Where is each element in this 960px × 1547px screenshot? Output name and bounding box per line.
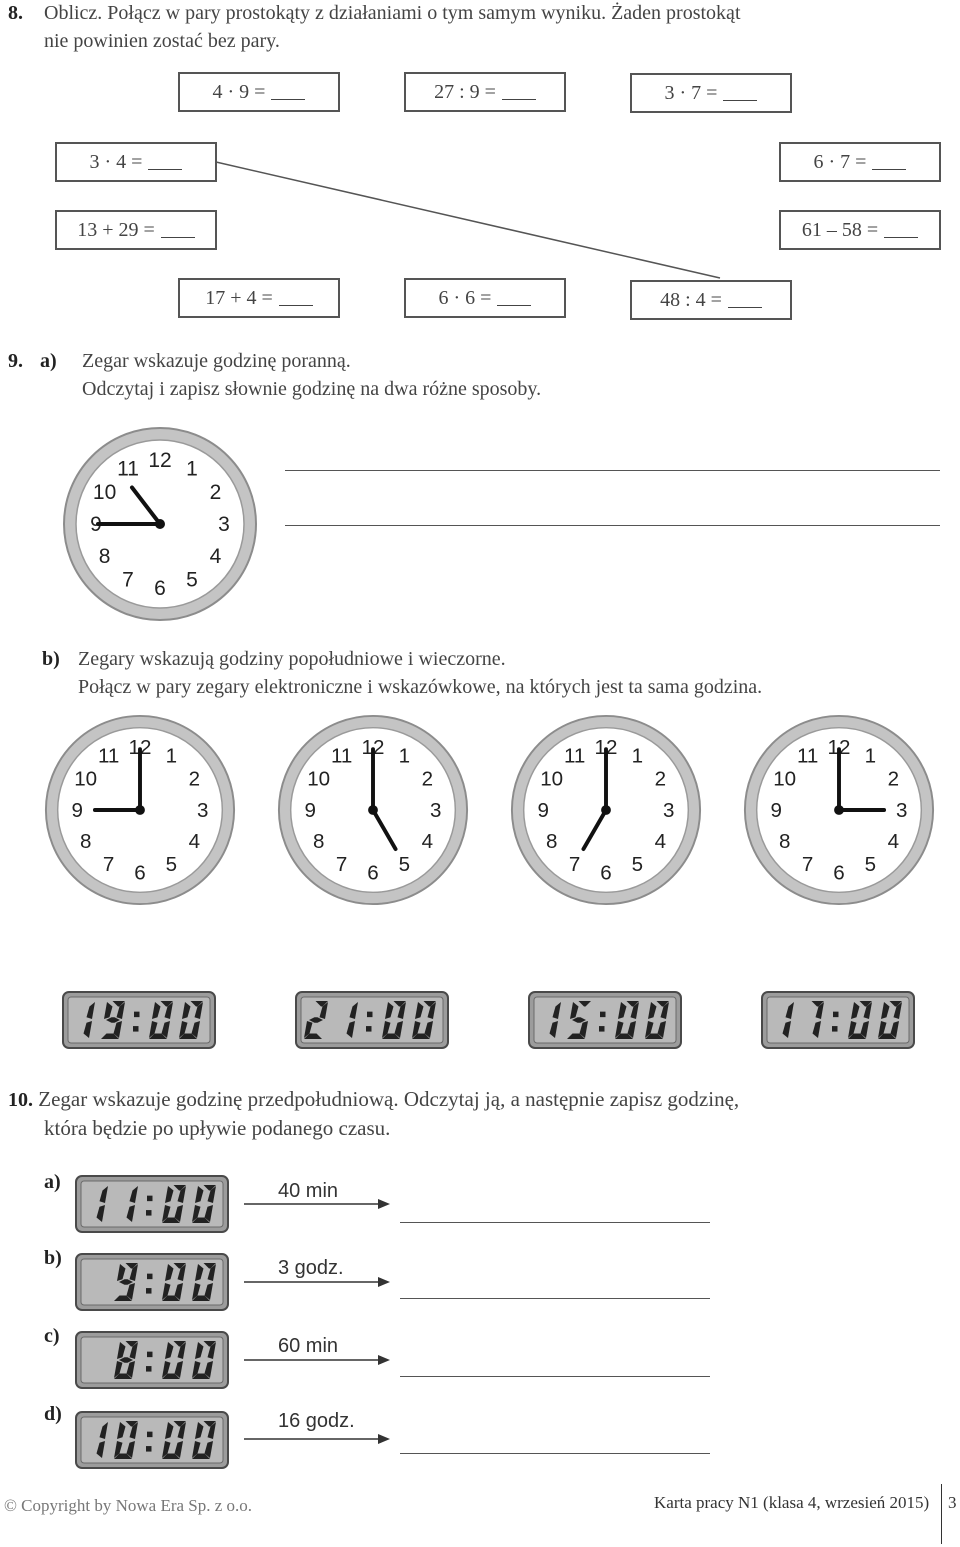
- clock-number: 2: [209, 481, 222, 504]
- task-8-number: 8.: [8, 2, 23, 24]
- clock-number: 8: [79, 830, 92, 854]
- clock-number: 1: [631, 744, 644, 768]
- duration-10b: 3 godz.: [278, 1257, 344, 1279]
- lcd-display: [75, 1175, 229, 1233]
- clock-center: [155, 519, 165, 529]
- footer-info: Karta pracy N1 (klasa 4, wrzesień 2015): [654, 1493, 930, 1512]
- answer-blank[interactable]: [279, 291, 313, 306]
- analog-clock-4: [741, 712, 937, 908]
- clock-number: 2: [887, 767, 900, 791]
- lcd-colon-dot: [366, 1026, 372, 1032]
- analog-clock-3: [508, 712, 704, 908]
- arrow-right-icon: [244, 1353, 392, 1367]
- duration-10c: 60 min: [278, 1335, 339, 1357]
- clock-number: 10: [307, 767, 331, 791]
- expression-text: 13 + 29 =: [77, 218, 155, 241]
- clock-number: 10: [773, 767, 797, 791]
- lcd-display: [75, 1253, 229, 1311]
- clock-number: 5: [864, 853, 877, 877]
- clock-number: 5: [165, 853, 178, 877]
- clock-center: [601, 805, 611, 815]
- task-10-line1: Zegar wskazuje godzinę przedpołudniową. Odczytaj ją, a następnie zapisz godzinę,: [38, 1087, 740, 1111]
- clock-number: 6: [833, 861, 845, 885]
- lcd-value-text: 21:00: [195, 891, 198, 892]
- lcd-display: [195, 891, 449, 1049]
- clock-center: [368, 805, 378, 815]
- answer-line-10a[interactable]: [400, 1222, 710, 1223]
- expression-box-1[interactable]: [178, 72, 340, 112]
- lcd-colon-dot: [599, 1026, 605, 1032]
- answer-blank[interactable]: [271, 85, 305, 100]
- clock-number: 4: [887, 830, 900, 854]
- clock-face: [42, 712, 238, 908]
- clock-number: 4: [421, 830, 434, 854]
- expression-box-6[interactable]: [55, 210, 217, 250]
- task-9-number: 9.: [8, 350, 23, 372]
- expression-text: 17 + 4 =: [205, 286, 273, 309]
- expression-box-10[interactable]: [630, 280, 792, 320]
- footer-page-number: 3: [948, 1493, 957, 1512]
- clock-number: 6: [134, 861, 146, 885]
- task-10-number: 10.: [8, 1089, 33, 1111]
- task-10c-label: c): [44, 1325, 60, 1347]
- clock-number: 10: [540, 767, 564, 791]
- answer-blank[interactable]: [161, 223, 195, 238]
- clock-number: 9: [537, 798, 550, 822]
- lcd-colon-dot: [833, 1012, 839, 1018]
- answer-blank[interactable]: [148, 155, 182, 170]
- clock-number: 8: [545, 830, 558, 854]
- lcd-colon-dot: [146, 1210, 152, 1216]
- answer-blank[interactable]: [872, 155, 906, 170]
- clock-number: 9: [304, 798, 317, 822]
- clock-face: [275, 712, 471, 908]
- expression-box-4[interactable]: [55, 142, 217, 182]
- clock-number: 11: [330, 744, 353, 768]
- lcd-colon-dot: [367, 1012, 373, 1018]
- clock-number: 5: [398, 853, 411, 877]
- clock-number: 7: [102, 853, 115, 877]
- clock-number: 6: [367, 861, 379, 885]
- clock-number: 3: [429, 798, 442, 822]
- clock-face: [508, 712, 704, 908]
- task-8-instruction-line1: Oblicz. Połącz w pary prostokąty z działaniami o tym samym wyniku. Żaden prostokąt: [44, 2, 741, 24]
- duration-10d: 16 godz.: [278, 1410, 355, 1432]
- analog-clock-2: [275, 712, 471, 908]
- clock-number: 3: [218, 513, 230, 536]
- answer-blank[interactable]: [884, 223, 918, 238]
- clock-number: 7: [335, 853, 348, 877]
- digital-clock-10a: [75, 1175, 229, 1233]
- footer-divider: [941, 1484, 942, 1544]
- answer-blank[interactable]: [502, 85, 536, 100]
- task-8-instruction-line2: nie powinien zostać bez pary.: [44, 30, 280, 52]
- answer-line-10b[interactable]: [400, 1298, 710, 1299]
- clock-number: 5: [186, 568, 198, 592]
- clock-number: 9: [770, 798, 783, 822]
- lcd-colon-dot: [146, 1288, 152, 1294]
- expression-text: 3 · 4 =: [89, 150, 143, 173]
- expression-box-8[interactable]: [178, 278, 340, 318]
- task-10b-label: b): [44, 1247, 62, 1269]
- arrow-right-icon: [244, 1275, 392, 1289]
- lcd-colon-dot: [147, 1432, 153, 1438]
- clock-face: [741, 712, 937, 908]
- expression-box-5[interactable]: [779, 142, 941, 182]
- task-9b-line1: Zegary wskazują godziny popołudniowe i wieczorne.: [78, 648, 506, 670]
- clock-number: 7: [801, 853, 814, 877]
- expression-box-3[interactable]: [630, 73, 792, 113]
- clock-number: 5: [631, 853, 644, 877]
- expression-box-2[interactable]: [404, 72, 566, 112]
- clock-number: 11: [796, 744, 819, 768]
- clock-number: 4: [654, 830, 667, 854]
- lcd-display: [62, 991, 216, 1049]
- clock-number: 11: [97, 744, 120, 768]
- expression-text: 3 · 7 =: [664, 81, 718, 104]
- clock-number: 11: [563, 744, 586, 768]
- task-10-line2: która będzie po upływie podanego czasu.: [44, 1116, 391, 1140]
- lcd-display: [428, 891, 682, 1049]
- clock-number: 6: [600, 861, 612, 885]
- lcd-colon-dot: [600, 1012, 606, 1018]
- task-9a-line2: Odczytaj i zapisz słownie godzinę na dwa różne sposoby.: [82, 378, 542, 400]
- lcd-colon-dot: [146, 1446, 152, 1452]
- duration-10a: 40 min: [278, 1180, 339, 1202]
- clock-number: 4: [188, 830, 201, 854]
- clock-center: [834, 805, 844, 815]
- digital-clock-10d: [75, 1411, 229, 1469]
- digital-clock-3: [428, 891, 682, 1049]
- expression-box-7[interactable]: [779, 210, 941, 250]
- digital-clock-4: [661, 891, 915, 1049]
- clock-number: 9: [90, 513, 102, 536]
- lcd-value-text: 17:00: [661, 891, 664, 892]
- task-10d-label: d): [44, 1403, 62, 1425]
- clock-face: [60, 424, 260, 624]
- lcd-value-text: 15:00: [428, 891, 431, 892]
- answer-blank[interactable]: [728, 293, 762, 308]
- digital-clock-2: [195, 891, 449, 1049]
- clock-number: 6: [154, 577, 166, 600]
- clock-number: 7: [122, 568, 134, 592]
- clock-number: 8: [312, 830, 325, 854]
- clock-number: 8: [778, 830, 791, 854]
- lcd-colon-dot: [147, 1274, 153, 1280]
- footer-copyright: © Copyright by Nowa Era Sp. z o.o.: [4, 1496, 253, 1515]
- clock-number: 7: [568, 853, 581, 877]
- clock-number: 12: [128, 736, 152, 760]
- task-9b-line2: Połącz w pary zegary elektroniczne i wskazówkowe, na których jest ta sama godzina.: [78, 676, 763, 698]
- answer-line-10d[interactable]: [400, 1453, 710, 1454]
- clock-number: 2: [188, 767, 201, 791]
- answer-blank[interactable]: [497, 291, 531, 306]
- clock-number: 10: [92, 481, 117, 504]
- lcd-display: [75, 1331, 229, 1389]
- clock-number: 1: [398, 744, 411, 768]
- answer-line-9a-1[interactable]: [285, 470, 940, 471]
- expression-box-9[interactable]: [404, 278, 566, 318]
- lcd-colon-dot: [147, 1352, 153, 1358]
- task-9a-label: a): [40, 350, 57, 372]
- clock-number: 12: [594, 736, 618, 760]
- clock-number: 3: [662, 798, 675, 822]
- task-9b-label: b): [42, 648, 60, 670]
- lcd-colon-dot: [134, 1012, 140, 1018]
- clock-number: 9: [71, 798, 84, 822]
- clock-number: 12: [361, 736, 385, 760]
- task-10a-label: a): [44, 1171, 61, 1193]
- clock-number: 4: [209, 545, 222, 568]
- arrow-right-icon: [244, 1197, 392, 1211]
- expression-text: 4 · 9 =: [212, 80, 266, 103]
- task-10-line1-wrap: [8, 1087, 739, 1112]
- lcd-display: [661, 891, 915, 1049]
- expression-text: 27 : 9 =: [434, 80, 496, 103]
- lcd-colon-dot: [133, 1026, 139, 1032]
- digital-clock-1: [62, 991, 216, 1049]
- digital-clock-10c: [75, 1331, 229, 1389]
- clock-number: 2: [421, 767, 434, 791]
- clock-number: 3: [895, 798, 908, 822]
- lcd-colon-dot: [146, 1366, 152, 1372]
- expression-text: 6 · 6 =: [438, 286, 492, 309]
- arrow-right-icon: [244, 1432, 392, 1446]
- clock-number: 1: [864, 744, 877, 768]
- clock-number: 3: [196, 798, 209, 822]
- expression-text: 61 – 58 =: [801, 218, 879, 241]
- answer-line-10c[interactable]: [400, 1376, 710, 1377]
- task-9a-line1: Zegar wskazuje godzinę poranną.: [82, 350, 351, 372]
- clock-number: 10: [74, 767, 98, 791]
- answer-line-9a-2[interactable]: [285, 525, 940, 526]
- clock-number: 1: [165, 744, 178, 768]
- clock-center: [135, 805, 145, 815]
- expression-text: 6 · 7 =: [813, 150, 867, 173]
- digital-clock-10b: [75, 1253, 229, 1311]
- lcd-display: [75, 1411, 229, 1469]
- lcd-colon-dot: [832, 1026, 838, 1032]
- expression-text: 48 : 4 =: [660, 288, 722, 311]
- answer-blank[interactable]: [723, 86, 757, 101]
- clock-number: 12: [827, 736, 851, 760]
- clock-number: 12: [148, 449, 172, 472]
- analog-clock-9a: [60, 424, 260, 624]
- clock-number: 1: [186, 457, 198, 481]
- lcd-colon-dot: [147, 1196, 153, 1202]
- analog-clock-1: [42, 712, 238, 908]
- clock-number: 2: [654, 767, 667, 791]
- clock-number: 8: [98, 545, 111, 568]
- clock-number: 11: [117, 457, 139, 481]
